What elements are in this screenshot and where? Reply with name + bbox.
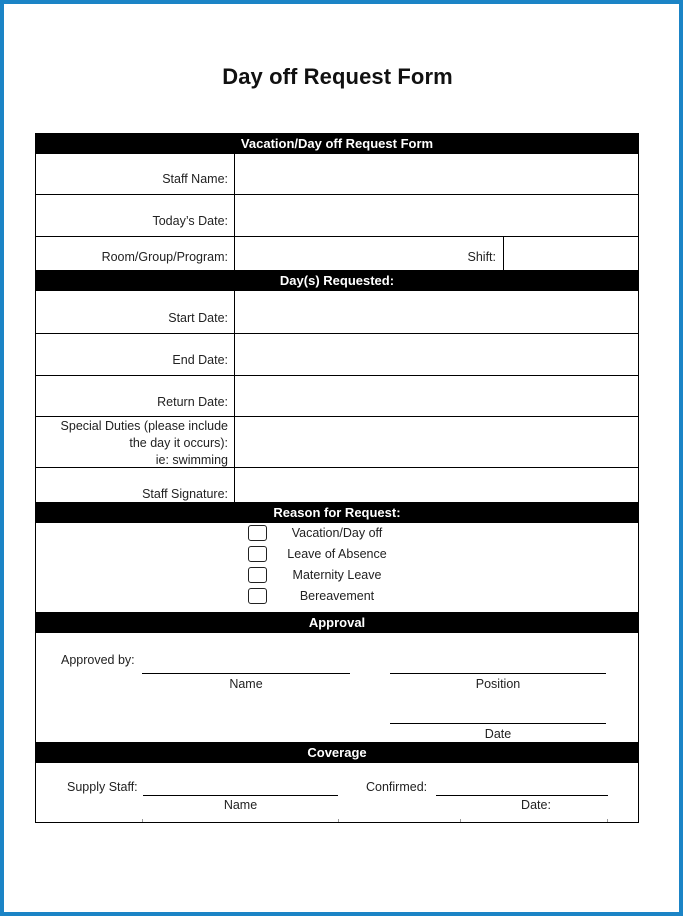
document-title: Day off Request Form	[222, 64, 453, 89]
start-date-label: Start Date:	[168, 311, 228, 325]
row-divider	[36, 416, 638, 417]
section-header-approval: Approval	[36, 612, 638, 633]
end-date-label: End Date:	[172, 353, 228, 367]
approved-by-label: Approved by:	[61, 653, 135, 667]
reason-option-vacation: Vacation/Day off	[291, 526, 383, 540]
shift-label: Shift:	[467, 250, 496, 264]
staff-name-label: Staff Name:	[162, 172, 228, 186]
approval-date-line[interactable]	[390, 723, 606, 724]
grid-tick	[607, 819, 608, 822]
confirmed-label: Confirmed:	[366, 780, 428, 794]
reason-option-bereavement: Bereavement	[299, 589, 375, 603]
supply-staff-name-caption: Name	[223, 798, 258, 812]
approver-name-line[interactable]	[142, 673, 350, 674]
approver-position-line[interactable]	[390, 673, 606, 674]
grid-tick	[338, 819, 339, 822]
room-group-program-label: Room/Group/Program:	[101, 250, 228, 264]
label-column-divider	[234, 154, 235, 271]
confirmed-line[interactable]	[436, 795, 608, 796]
grid-tick	[460, 819, 461, 822]
staff-signature-label: Staff Signature:	[142, 487, 228, 501]
section-header-vacation-request: Vacation/Day off Request Form	[36, 133, 638, 154]
row-divider	[36, 194, 638, 195]
grid-tick	[142, 819, 143, 822]
shift-divider	[503, 236, 504, 271]
special-duties-line-3: ie: swimming	[155, 453, 228, 467]
approver-position-caption: Position	[475, 677, 521, 691]
label-column-divider	[234, 291, 235, 502]
coverage-date-caption: Date:	[521, 798, 551, 812]
request-form	[35, 133, 639, 823]
section-header-reason: Reason for Request:	[36, 502, 638, 523]
form-bottom-border	[36, 822, 638, 823]
special-duties-line-2: the day it occurs):	[129, 436, 228, 450]
row-divider	[36, 375, 638, 376]
supply-staff-label: Supply Staff:	[67, 780, 138, 794]
reason-option-maternity-leave: Maternity Leave	[292, 568, 382, 582]
supply-staff-line[interactable]	[143, 795, 338, 796]
section-header-coverage: Coverage	[36, 742, 638, 763]
row-divider	[36, 333, 638, 334]
row-divider	[36, 236, 638, 237]
approval-date-caption: Date	[484, 727, 512, 741]
section-header-days-requested: Day(s) Requested:	[36, 270, 638, 291]
special-duties-label	[38, 418, 228, 469]
reason-option-leave-of-absence: Leave of Absence	[287, 547, 387, 561]
row-divider	[36, 467, 638, 468]
return-date-label: Return Date:	[157, 395, 228, 409]
special-duties-line-1: Special Duties (please include	[60, 419, 228, 433]
todays-date-label: Today’s Date:	[152, 214, 228, 228]
approver-name-caption: Name	[229, 677, 263, 691]
